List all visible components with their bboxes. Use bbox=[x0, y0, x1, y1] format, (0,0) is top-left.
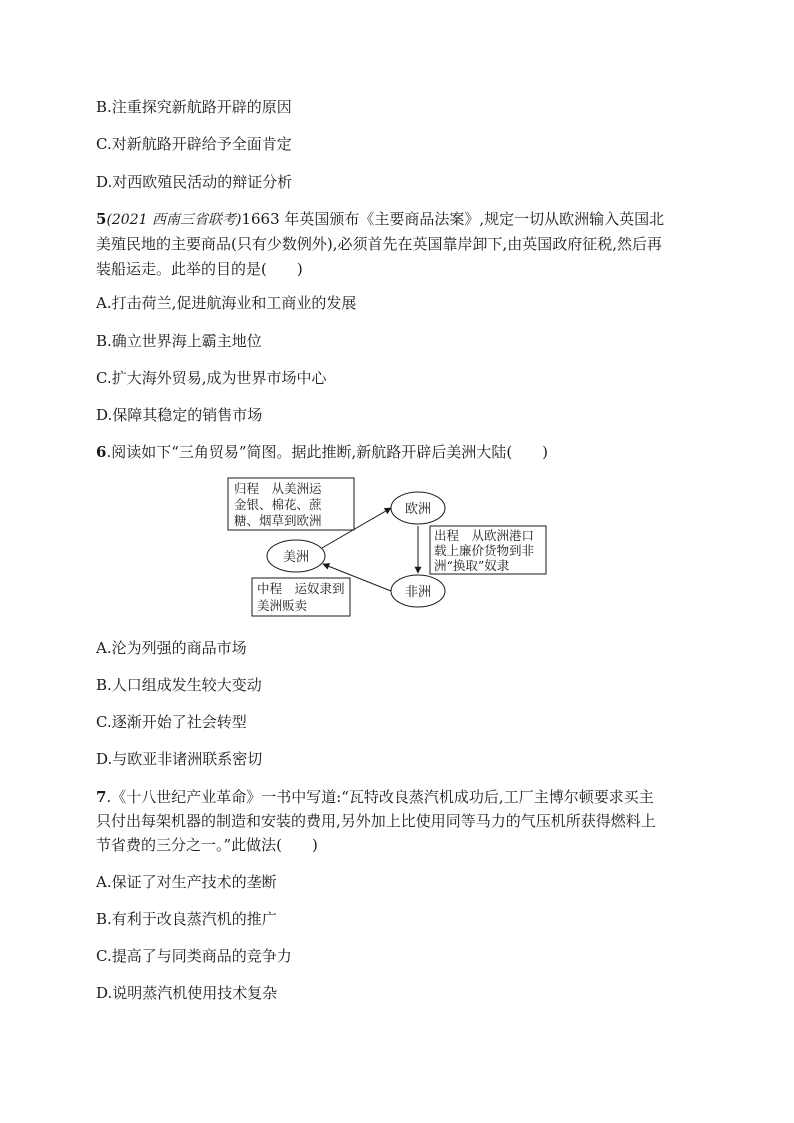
q5-source: (2021 西南三省联考) bbox=[106, 212, 242, 228]
q7-stem-line2: 只付出每架机器的制造和安装的费用,另外加上比使用同等马力的气压机所获得燃料上 bbox=[96, 812, 656, 830]
q7-stem-line1 bbox=[96, 786, 654, 808]
q4-option-d: D.对西欧殖民活动的辩证分析 bbox=[96, 173, 293, 191]
box-return-line2: 金银、棉花、蔗 bbox=[234, 497, 322, 512]
q6-option-b: B.人口组成发生较大变动 bbox=[96, 676, 262, 694]
q5-stem-line3: 装船运走。此举的目的是( ) bbox=[96, 260, 303, 278]
q7-option-b: B.有利于改良蒸汽机的推广 bbox=[96, 910, 277, 928]
box-return-line3: 糖、烟草到欧洲 bbox=[234, 513, 322, 528]
node-america-label: 美洲 bbox=[282, 550, 310, 565]
q6-stem bbox=[96, 441, 548, 463]
q7-stem-text: .《十八世纪产业革命》一书中写道:“瓦特改良蒸汽机成功后,工厂主博尔顿要求买主 bbox=[106, 788, 654, 806]
q5-option-c: C.扩大海外贸易,成为世界市场中心 bbox=[96, 369, 327, 387]
q5-stem-text: 1663 年英国颁布《主要商品法案》,规定一切从欧洲输入英国北 bbox=[241, 210, 665, 228]
box-return-line1: 归程 从美洲运 bbox=[234, 481, 322, 496]
q4-option-c: C.对新航路开辟给予全面肯定 bbox=[96, 135, 292, 153]
box-outbound-line1: 出程 从欧洲港口 bbox=[434, 528, 535, 543]
triangle-trade-diagram bbox=[224, 472, 554, 622]
q7-number: 7 bbox=[96, 788, 107, 806]
q5-stem-line1 bbox=[96, 208, 664, 231]
box-outbound-line3: 洲“换取”奴隶 bbox=[434, 558, 510, 573]
box-middle-line1: 中程 运奴隶到 bbox=[257, 581, 345, 596]
q6-option-d: D.与欧亚非诸洲联系密切 bbox=[96, 750, 263, 768]
q6-option-a: A.沦为列强的商品市场 bbox=[96, 639, 247, 657]
q6-stem-text: .阅读如下“三角贸易”简图。据此推断,新航路开辟后美洲大陆( ) bbox=[106, 443, 549, 461]
q7-option-c: C.提高了与同类商品的竞争力 bbox=[96, 947, 292, 965]
q4-option-b: B.注重探究新航路开辟的原因 bbox=[96, 98, 292, 116]
q6-number: 6 bbox=[96, 443, 107, 461]
box-middle-line2: 美洲贩卖 bbox=[257, 598, 308, 613]
arrow-america-to-europe bbox=[322, 508, 391, 548]
q5-option-a: A.打击荷兰,促进航海业和工商业的发展 bbox=[96, 294, 357, 312]
q5-option-d: D.保障其稳定的销售市场 bbox=[96, 406, 263, 424]
box-outbound-line2: 载上廉价货物到非 bbox=[434, 543, 535, 558]
q7-option-d: D.说明蒸汽机使用技术复杂 bbox=[96, 984, 278, 1002]
q5-number: 5 bbox=[96, 210, 107, 228]
q7-stem-line3: 节省费的三分之一。”此做法( ) bbox=[96, 836, 318, 854]
node-europe-label: 欧洲 bbox=[404, 502, 432, 517]
q5-stem-line2: 美殖民地的主要商品(只有少数例外),必须首先在英国靠岸卸下,由英国政府征税,然后再 bbox=[96, 235, 663, 253]
node-africa-label: 非洲 bbox=[404, 585, 432, 600]
q6-option-c: C.逐渐开始了社会转型 bbox=[96, 713, 247, 731]
q7-option-a: A.保证了对生产技术的垄断 bbox=[96, 873, 277, 891]
q5-option-b: B.确立世界海上霸主地位 bbox=[96, 332, 262, 350]
